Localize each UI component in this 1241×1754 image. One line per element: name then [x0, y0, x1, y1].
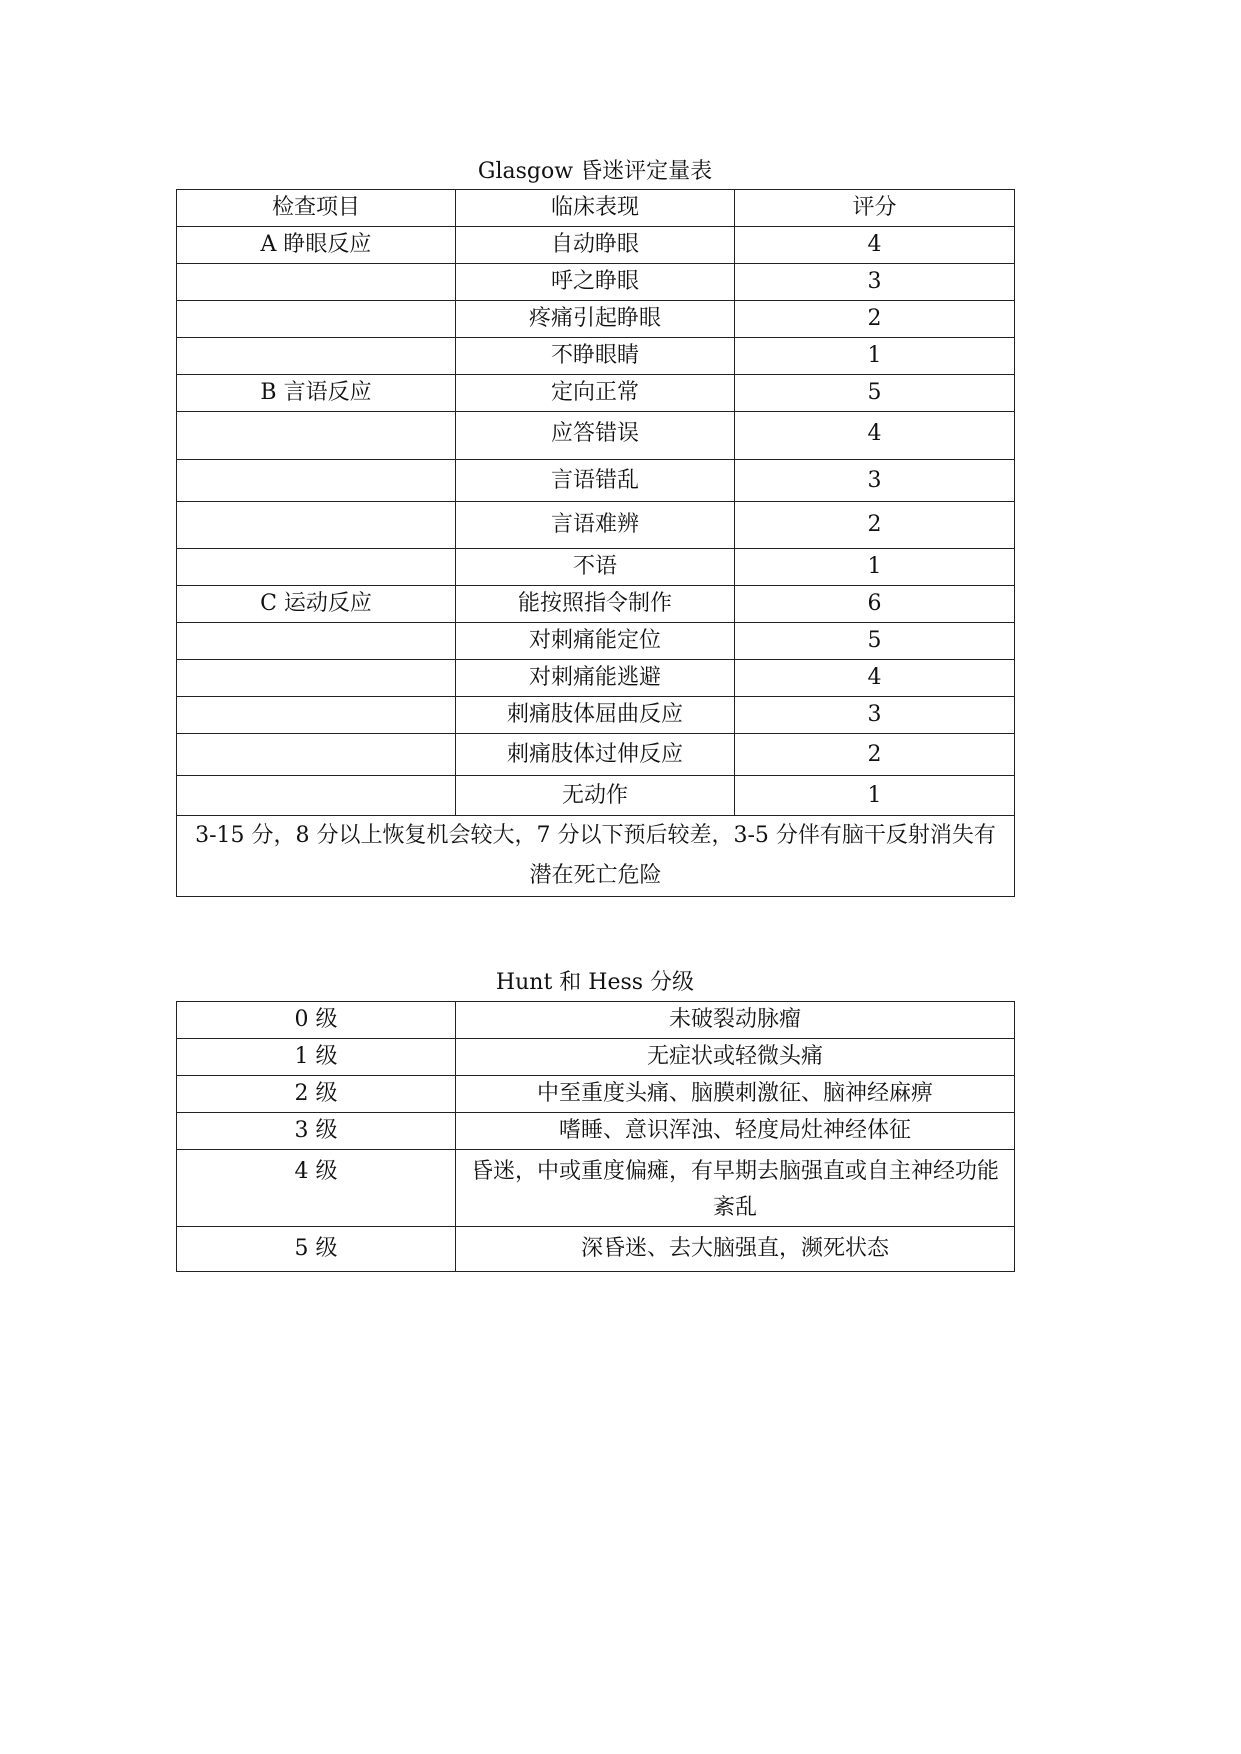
table-row — [177, 227, 1015, 264]
table-row — [177, 1039, 1015, 1076]
table-row — [177, 549, 1015, 586]
score-cell: 3 — [735, 697, 1015, 734]
clinical-finding-cell: 能按照指令制作 — [456, 586, 735, 623]
table-row — [177, 338, 1015, 375]
check-item-cell: B 言语反应 — [177, 375, 456, 412]
check-item-cell — [177, 338, 456, 375]
score-cell: 6 — [735, 586, 1015, 623]
score-cell: 1 — [735, 549, 1015, 586]
table-row — [177, 412, 1015, 460]
clinical-finding-cell: 对刺痛能逃避 — [456, 660, 735, 697]
check-item-cell — [177, 301, 456, 338]
table-row — [177, 586, 1015, 623]
grade-description-cell: 无症状或轻微头痛 — [456, 1039, 1015, 1076]
table-row — [177, 1076, 1015, 1113]
table-row — [177, 264, 1015, 301]
score-cell: 3 — [735, 264, 1015, 301]
check-item-cell — [177, 734, 456, 776]
check-item-cell — [177, 264, 456, 301]
table-row — [177, 1002, 1015, 1039]
score-cell: 2 — [735, 502, 1015, 549]
grade-description-cell: 昏迷，中或重度偏瘫，有早期去脑强直或自主神经功能紊乱 — [456, 1150, 1015, 1227]
clinical-finding-cell: 言语错乱 — [456, 460, 735, 502]
table-row — [177, 301, 1015, 338]
score-cell: 2 — [735, 301, 1015, 338]
score-cell: 1 — [735, 338, 1015, 375]
clinical-finding-cell: 无动作 — [456, 776, 735, 816]
score-cell: 2 — [735, 734, 1015, 776]
column-header: 检查项目 — [177, 190, 456, 227]
clinical-finding-cell: 应答错误 — [456, 412, 735, 460]
table-row — [177, 816, 1015, 897]
clinical-finding-cell: 不睁眼睛 — [456, 338, 735, 375]
score-cell: 4 — [735, 660, 1015, 697]
clinical-finding-cell: 不语 — [456, 549, 735, 586]
check-item-cell — [177, 623, 456, 660]
grade-description-cell: 中至重度头痛、脑膜刺激征、脑神经麻痹 — [456, 1076, 1015, 1113]
table-row — [177, 1150, 1015, 1227]
check-item-cell — [177, 502, 456, 549]
table-row — [177, 734, 1015, 776]
grade-cell: 3 级 — [177, 1113, 456, 1150]
clinical-finding-cell: 刺痛肢体过伸反应 — [456, 734, 735, 776]
table-row — [177, 660, 1015, 697]
grade-cell: 2 级 — [177, 1076, 456, 1113]
grade-cell: 4 级 — [177, 1150, 456, 1227]
check-item-cell — [177, 660, 456, 697]
score-interpretation-note: 3-15 分，8 分以上恢复机会较大，7 分以下预后较差，3-5 分伴有脑干反射消失有潜在死亡危险 — [177, 816, 1015, 897]
table-row — [177, 1227, 1015, 1272]
check-item-cell: C 运动反应 — [177, 586, 456, 623]
table-row — [177, 460, 1015, 502]
score-cell: 1 — [735, 776, 1015, 816]
grade-cell: 5 级 — [177, 1227, 456, 1272]
clinical-finding-cell: 呼之睁眼 — [456, 264, 735, 301]
clinical-finding-cell: 刺痛肢体屈曲反应 — [456, 697, 735, 734]
check-item-cell — [177, 549, 456, 586]
clinical-finding-cell: 言语难辨 — [456, 502, 735, 549]
score-cell: 4 — [735, 227, 1015, 264]
hunt-hess-table-title: Hunt 和 Hess 分级 — [495, 970, 695, 995]
glasgow-table-title: Glasgow 昏迷评定量表 — [477, 159, 713, 184]
clinical-finding-cell: 定向正常 — [456, 375, 735, 412]
clinical-finding-cell: 对刺痛能定位 — [456, 623, 735, 660]
hunt-hess-grading-table — [176, 1001, 1015, 1272]
table-row — [177, 697, 1015, 734]
column-header: 评分 — [735, 190, 1015, 227]
table-row — [177, 375, 1015, 412]
score-cell: 4 — [735, 412, 1015, 460]
grade-description-cell: 嗜睡、意识浑浊、轻度局灶神经体征 — [456, 1113, 1015, 1150]
column-header: 临床表现 — [456, 190, 735, 227]
check-item-cell — [177, 412, 456, 460]
glasgow-coma-scale-table — [176, 189, 1015, 897]
table-header-row — [177, 190, 1015, 227]
clinical-finding-cell: 自动睁眼 — [456, 227, 735, 264]
check-item-cell — [177, 460, 456, 502]
score-cell: 5 — [735, 375, 1015, 412]
check-item-cell — [177, 697, 456, 734]
check-item-cell: A 睁眼反应 — [177, 227, 456, 264]
clinical-finding-cell: 疼痛引起睁眼 — [456, 301, 735, 338]
check-item-cell — [177, 776, 456, 816]
grade-description-cell: 深昏迷、去大脑强直，濒死状态 — [456, 1227, 1015, 1272]
grade-cell: 1 级 — [177, 1039, 456, 1076]
table-row — [177, 1113, 1015, 1150]
score-cell: 3 — [735, 460, 1015, 502]
table-row — [177, 502, 1015, 549]
table-row — [177, 776, 1015, 816]
grade-cell: 0 级 — [177, 1002, 456, 1039]
grade-description-cell: 未破裂动脉瘤 — [456, 1002, 1015, 1039]
score-cell: 5 — [735, 623, 1015, 660]
table-row — [177, 623, 1015, 660]
